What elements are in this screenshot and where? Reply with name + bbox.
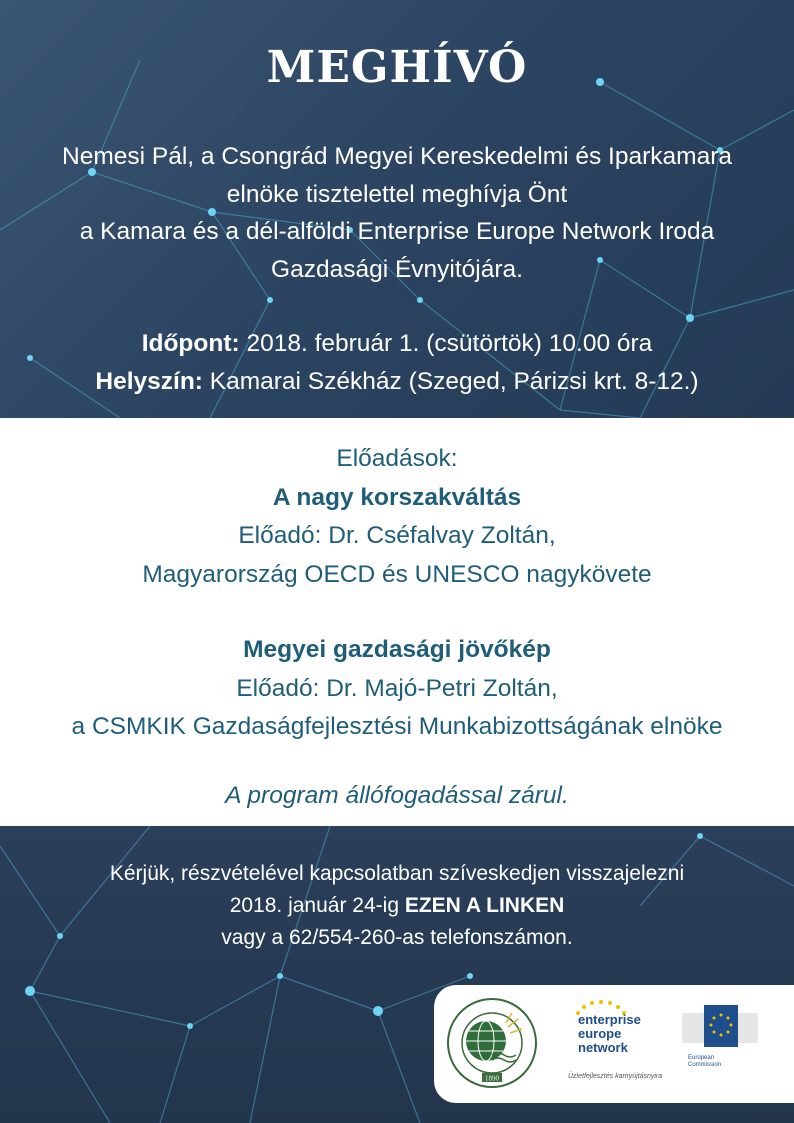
ec-word: Commission <box>688 1062 722 1068</box>
talk1-speaker: Előadó: Dr. Cséfalvay Zoltán, <box>238 522 556 549</box>
een-word: europe <box>578 1026 622 1041</box>
event-location-label: Helyszín: <box>95 367 203 395</box>
partner-logos <box>434 985 794 1103</box>
page-title: MEGHÍVÓ <box>266 42 528 93</box>
intro-line: a Kamara és a dél-alföldi Enterprise Europe Network Iroda <box>79 218 715 245</box>
event-time-label: Időpont: <box>141 330 240 357</box>
rsvp-deadline: 2018. január 24-ig <box>229 894 405 917</box>
talk2-role: a CSMKIK Gazdaságfejlesztési Munkabizottságának elnöke <box>71 713 723 740</box>
chamber-year: 1890 <box>485 1074 499 1083</box>
rsvp-text <box>0 858 794 954</box>
talk1-role: Magyarország OECD és UNESCO nagykövete <box>142 560 652 588</box>
rsvp-line: vagy a 62/554-260-as telefonszámon. <box>221 926 573 949</box>
invitation-text <box>0 138 794 288</box>
een-wordmark <box>578 1013 641 1055</box>
intro-line: Gazdasági Évnyitójára. <box>271 255 523 283</box>
talk2-title: Megyei gazdasági jövőkép <box>243 636 551 663</box>
event-details <box>0 325 794 400</box>
ec-word: European <box>688 1055 715 1061</box>
een-tagline: Üzletfejlesztés karnyújtásnyira <box>568 1073 663 1080</box>
event-location-value: Kamarai Székház (Szeged, Párizsi krt. 8-12.) <box>202 367 699 395</box>
talk1-title: A nagy korszakváltás <box>272 483 522 511</box>
intro-line: Nemesi Pál, a Csongrád Megyei Kereskedelmi és Iparkamara <box>62 143 732 170</box>
talks-section <box>0 440 794 747</box>
rsvp-link[interactable]: EZEN A LINKEN <box>404 894 565 917</box>
chamber-logo <box>446 997 538 1089</box>
closing-note: A program állófogadással zárul. <box>225 782 569 809</box>
ec-wordmark <box>688 1055 721 1069</box>
talk2-speaker: Előadó: Dr. Majó-Petri Zoltán, <box>236 674 558 702</box>
een-word: enterprise <box>578 1012 641 1027</box>
een-logo <box>566 999 666 1095</box>
european-commission-logo <box>682 1005 762 1085</box>
talks-heading: Előadások: <box>336 445 458 472</box>
event-time-value: 2018. február 1. (csütörtök) 10.00 óra <box>239 330 653 357</box>
een-word: network <box>578 1040 628 1055</box>
event-location <box>0 363 794 401</box>
rsvp-line: Kérjük, részvételével kapcsolatban szíveskedjen visszajelezni <box>109 862 685 885</box>
intro-line: elnöke tisztelettel meghívja Önt <box>226 180 568 208</box>
event-time <box>0 325 794 363</box>
eu-flag-icon <box>682 1005 762 1053</box>
rsvp-line <box>0 890 794 922</box>
